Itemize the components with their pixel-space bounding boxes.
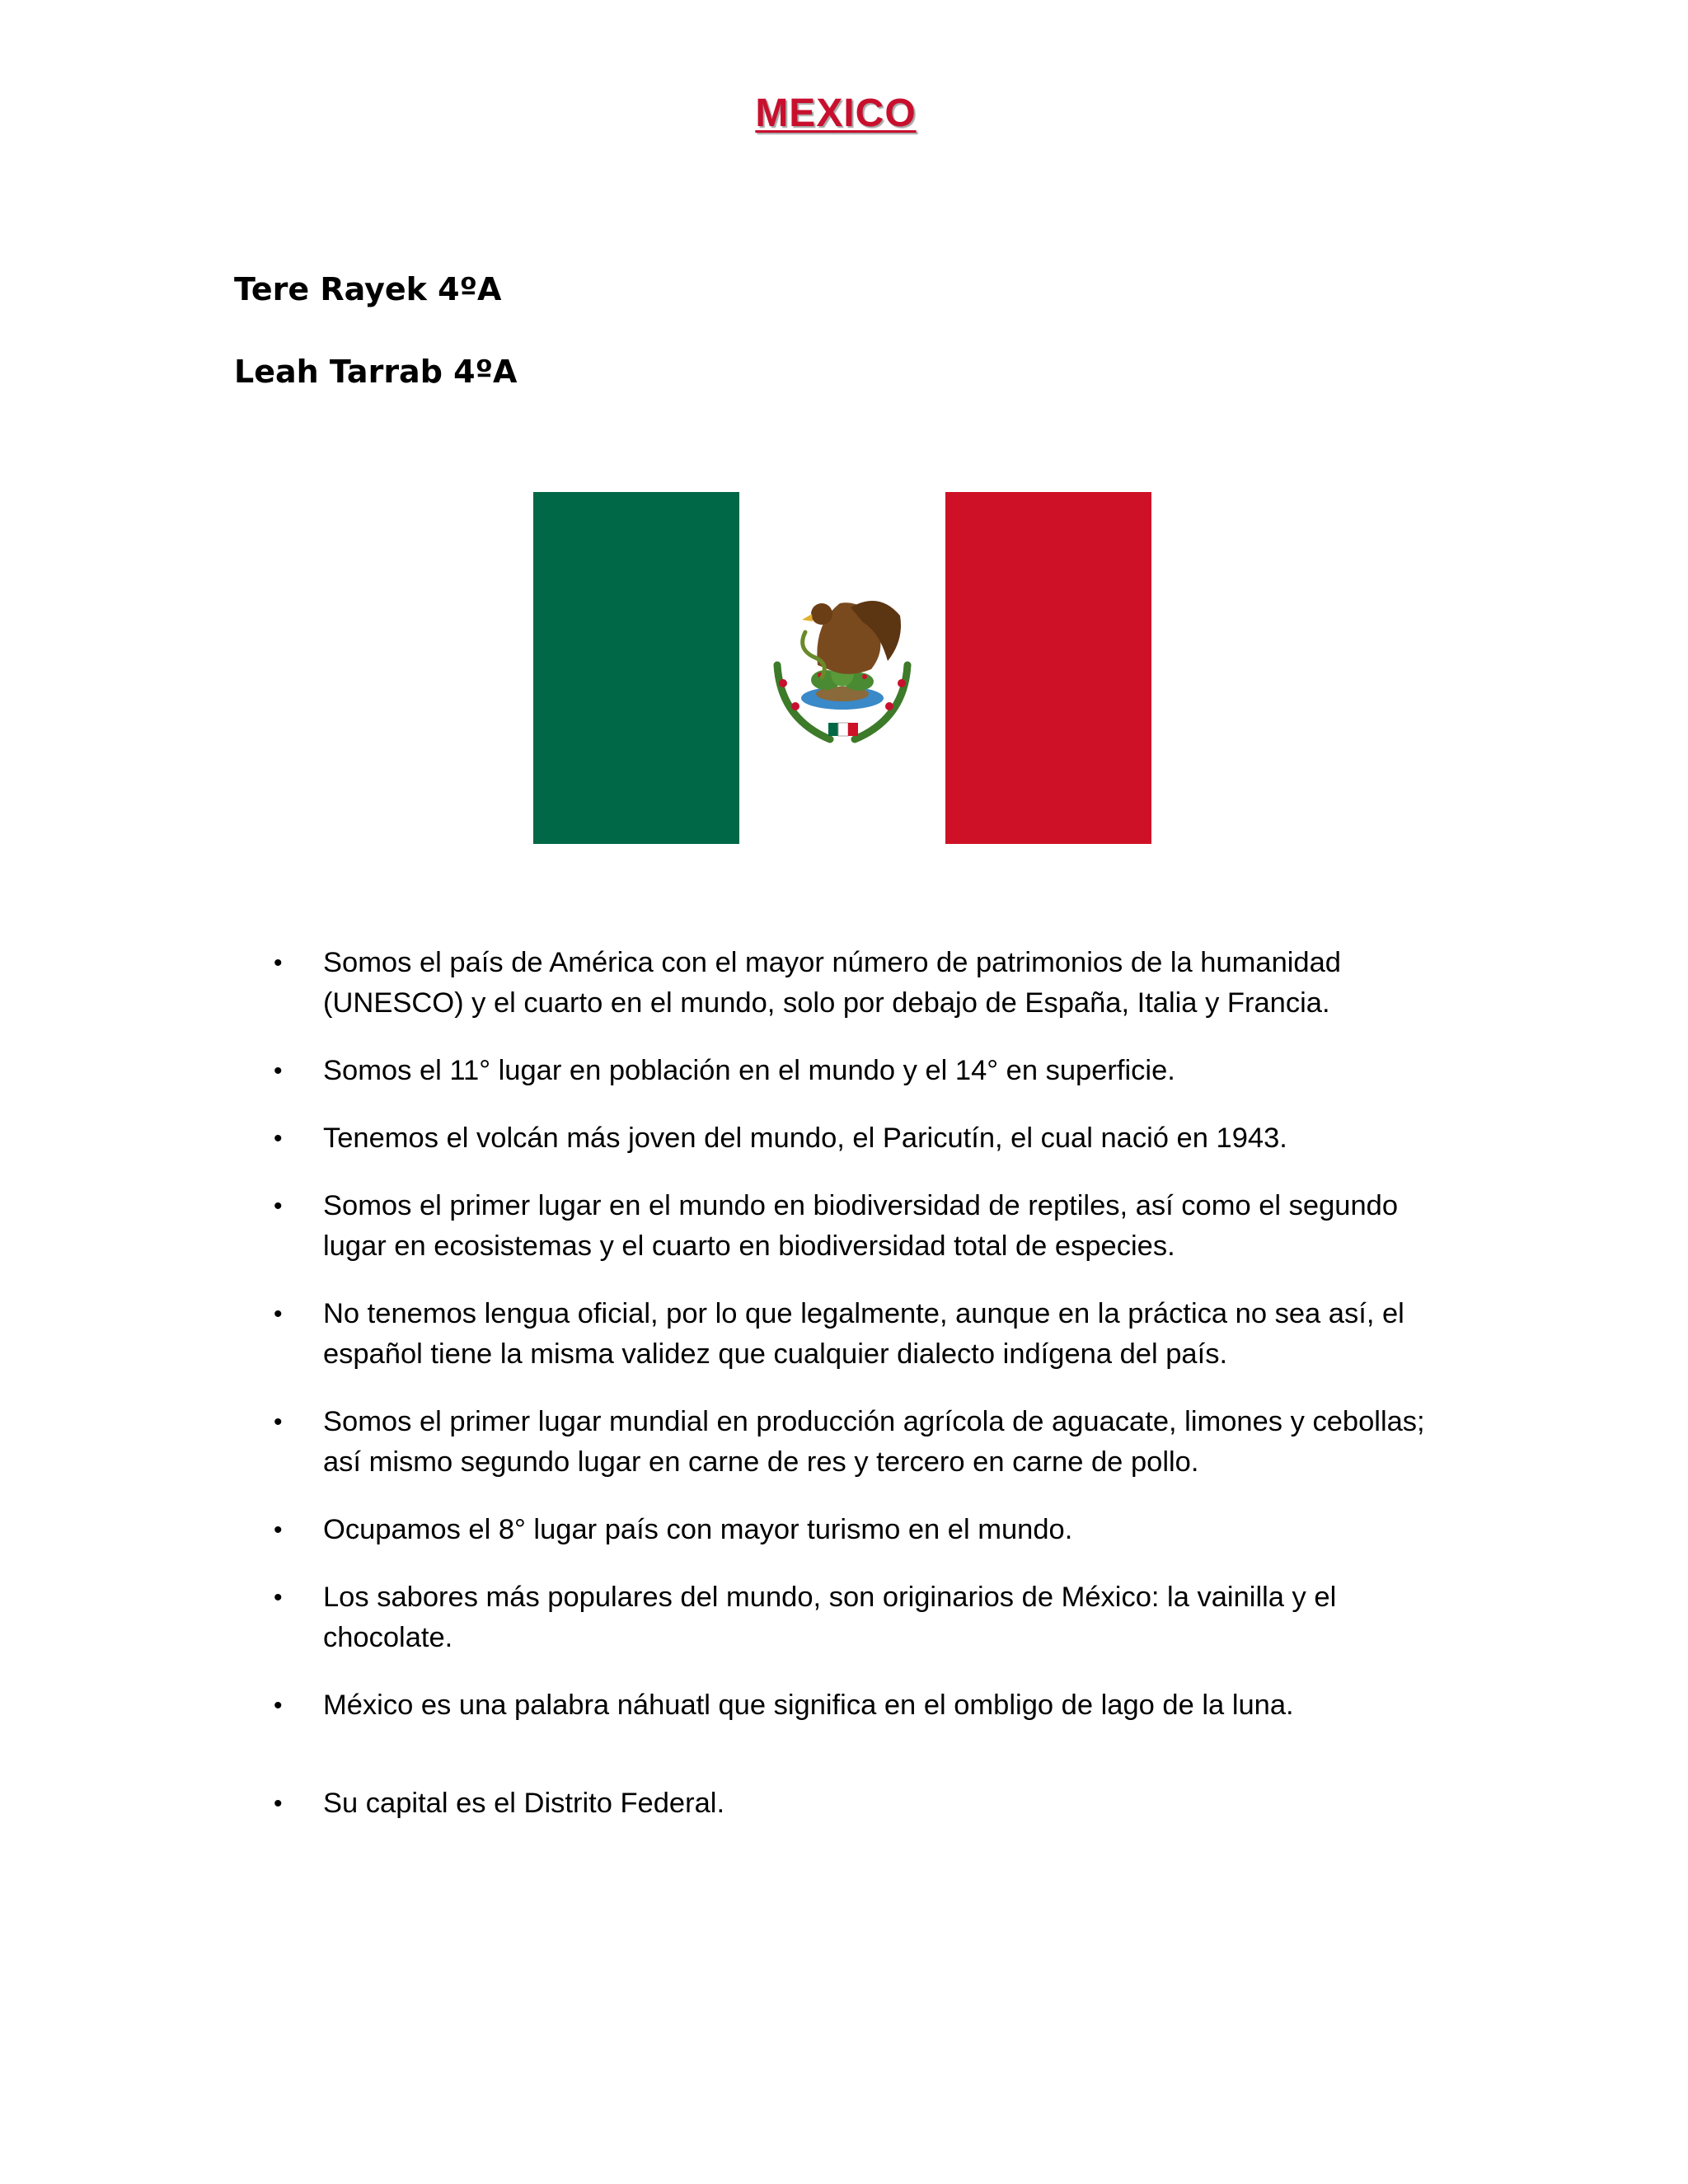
list-item [264, 1685, 1467, 1726]
bullet-icon: • [274, 949, 283, 977]
list-item [264, 943, 1467, 1024]
bullet-icon: • [274, 1692, 283, 1719]
facts-list [264, 943, 1467, 1851]
list-item [264, 1783, 1467, 1824]
fact-text: Somos el país de América con el mayor número de patrimonios de la humanidad (UNESCO) y el cuarto en el mundo, solo por debajo de España, Italia y Francia. [323, 947, 1341, 1019]
bullet-icon: • [274, 1193, 283, 1220]
fact-text: Su capital es el Distrito Federal. [323, 1788, 725, 1819]
fact-text: No tenemos lengua oficial, por lo que legalmente, aunque en la práctica no sea así, el español tiene la misma validez que cualquier dialecto indígena del país. [323, 1298, 1404, 1370]
flag-green-stripe [533, 492, 739, 844]
author-2: Leah Tarrab 4ºA [234, 354, 518, 390]
bullet-icon: • [274, 1125, 283, 1152]
fact-text: Somos el primer lugar en el mundo en biodiversidad de reptiles, así como el segundo lugar en ecosistemas y el cuarto en biodiversidad total de especies. [323, 1190, 1399, 1262]
list-item [264, 1402, 1467, 1483]
bullet-icon: • [274, 1790, 283, 1817]
bullet-icon: • [274, 1057, 283, 1085]
bullet-icon: • [274, 1408, 283, 1436]
list-item [264, 1510, 1467, 1550]
bullet-icon: • [274, 1301, 283, 1328]
fact-text: México es una palabra náhuatl que significa en el ombligo de lago de la luna. [323, 1690, 1294, 1721]
list-item [264, 1118, 1467, 1159]
flag-red-stripe [945, 492, 1151, 844]
bullet-icon: • [274, 1584, 283, 1611]
fact-text: Somos el primer lugar mundial en producción agrícola de aguacate, limones y cebollas; así mismo segundo lugar en carne de res y tercero en carne de pollo. [323, 1406, 1425, 1478]
fact-text: Ocupamos el 8° lugar país con mayor turismo en el mundo. [323, 1514, 1073, 1545]
fact-text: Tenemos el volcán más joven del mundo, el Paricutín, el cual nació en 1943. [323, 1122, 1287, 1154]
list-item [264, 1186, 1467, 1267]
mexican-flag-icon [533, 492, 1151, 844]
fact-text: Somos el 11° lugar en población en el mundo y el 14° en superficie. [323, 1055, 1175, 1086]
document-title: MEXICO [755, 91, 917, 135]
list-item [264, 1051, 1467, 1091]
list-item [264, 1294, 1467, 1375]
bullet-icon: • [274, 1516, 283, 1544]
list-item [264, 1577, 1467, 1658]
author-1: Tere Rayek 4ºA [234, 271, 502, 307]
fact-text: Los sabores más populares del mundo, son originarios de México: la vainilla y el chocolate. [323, 1582, 1337, 1653]
